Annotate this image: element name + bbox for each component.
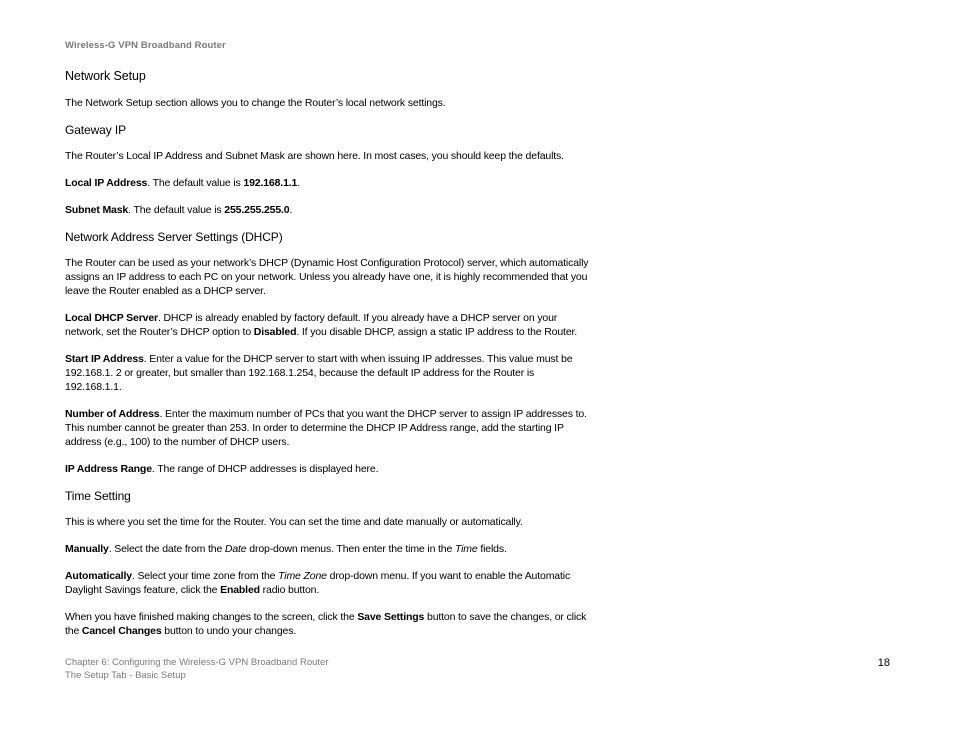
time-setting-intro: This is where you set the time for the Router. You can set the time and date manually or automatically. [65, 516, 523, 528]
page-number: 18 [877, 657, 890, 669]
footer-chapter: Chapter 6: Configuring the Wireless-G VPN Broadband Router [65, 657, 329, 668]
cancel-changes-term: Cancel Changes [81, 625, 162, 637]
page-footer [65, 657, 329, 682]
start-ip-address-paragraph: Start IP Address. Enter a value for the DHCP server to start with when issuing IP addresses. This value must be 192.168.1. 2 or greater, but smaller than 192.168.1.254, because the default IP address for the Router is 192.168.1.1. [65, 353, 573, 393]
dhcp-intro: The Router can be used as your network’s DHCP (Dynamic Host Configuration Protocol) server, which automatically assigns an IP address to each PC on your network. Unless you already have one, it is highly recommended that you leave the Router enabled as a DHCP server. [65, 257, 589, 297]
local-dhcp-server-term: Local DHCP Server [65, 312, 158, 324]
section-title: Network Setup [65, 69, 146, 83]
running-header: Wireless-G VPN Broadband Router [65, 40, 226, 51]
local-ip-address-term: Local IP Address [65, 177, 148, 189]
number-of-address-paragraph: Number of Address. Enter the maximum number of PCs that you want the DHCP server to assign IP addresses to. This number cannot be greater than 253. In order to determine the DHCP IP Address range, add the starting IP address (e.g., 100) to the number of DHCP users. [65, 408, 587, 448]
manually-paragraph: Manually. Select the date from the Date drop-down menus. Then enter the time in the Time fields. [65, 543, 507, 555]
subnet-mask-paragraph: Subnet Mask. The default value is 255.255.255.0. [65, 204, 293, 216]
number-of-address-term: Number of Address [65, 408, 160, 420]
local-dhcp-server-paragraph: Local DHCP Server. DHCP is already enabled by factory default. If you already have a DHCP server on your network, set the Router’s DHCP option to Disabled. If you disable DHCP, assign a static IP address to the Router. [65, 312, 578, 338]
subnet-mask-term: Subnet Mask [65, 204, 129, 216]
local-ip-address-paragraph: Local IP Address. The default value is 192.168.1.1. [65, 177, 300, 189]
section-intro: The Network Setup section allows you to change the Router’s local network settings. [65, 97, 446, 109]
time-setting-heading: Time Setting [65, 489, 131, 503]
closing-paragraph: When you have finished making changes to the screen, click the Save Settings button to save the changes, or click the Cancel Changes button to undo your changes. [65, 611, 587, 637]
subnet-mask-value: 255.255.255.0 [224, 204, 290, 216]
automatically-paragraph: Automatically. Select your time zone from the Time Zone drop-down menu. If you want to enable the Automatic Daylight Savings feature, click the Enabled radio button. [65, 570, 571, 596]
automatically-term: Automatically [65, 570, 132, 582]
manually-term: Manually [65, 543, 109, 555]
start-ip-address-term: Start IP Address [65, 353, 144, 365]
gateway-ip-heading: Gateway IP [65, 123, 127, 137]
save-settings-term: Save Settings [357, 611, 425, 623]
ip-address-range-paragraph: IP Address Range. The range of DHCP addresses is displayed here. [65, 463, 379, 475]
page-content [65, 68, 590, 651]
gateway-ip-intro: The Router’s Local IP Address and Subnet Mask are shown here. In most cases, you should keep the defaults. [65, 150, 564, 162]
ip-address-range-term: IP Address Range [65, 463, 152, 475]
local-ip-address-value: 192.168.1.1 [243, 177, 298, 189]
dhcp-heading: Network Address Server Settings (DHCP) [65, 230, 283, 244]
footer-section: The Setup Tab - Basic Setup [65, 669, 186, 681]
